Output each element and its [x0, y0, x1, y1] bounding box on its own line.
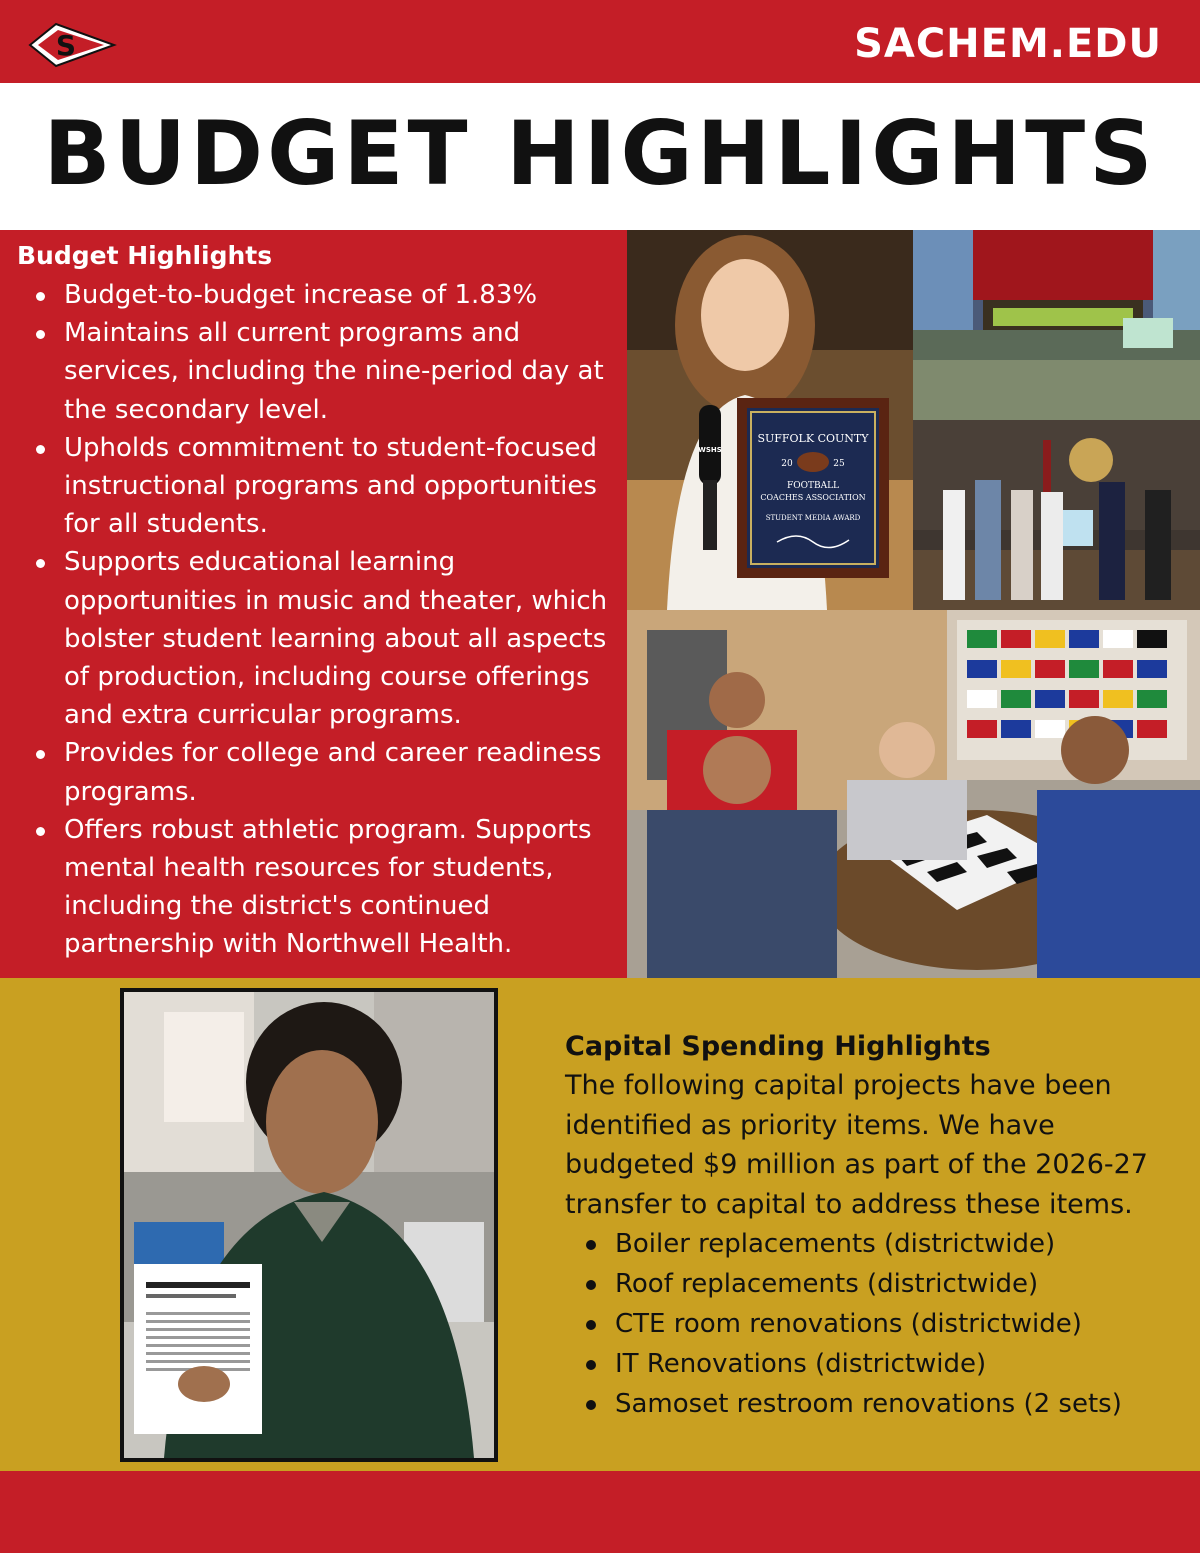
- list-item: Provides for college and career readiness programs.: [30, 734, 620, 810]
- list-item: Samoset restroom renovations (2 sets): [565, 1384, 1185, 1424]
- list-item: IT Renovations (districtwide): [565, 1344, 1185, 1384]
- budget-heading: Budget Highlights: [17, 241, 273, 270]
- football-icon: [797, 452, 829, 472]
- list-item: Budget-to-budget increase of 1.83%: [30, 276, 620, 314]
- list-item: CTE room renovations (districtwide): [565, 1304, 1185, 1344]
- list-item: Maintains all current programs and services, including the nine-period day at the secondary level.: [30, 314, 620, 429]
- arrowhead-s-logo-icon: [26, 20, 118, 70]
- plaque-line2: FOOTBALL: [786, 481, 840, 491]
- list-item: Supports educational learning opportunities in music and theater, which bolster student learning about all aspects of production, including course offerings and extra curricular programs.: [30, 543, 620, 734]
- capital-list: [565, 1224, 1185, 1424]
- mic-label: WSHS: [698, 446, 722, 454]
- award-photo: [627, 230, 913, 610]
- capital-heading: Capital Spending Highlights: [565, 1031, 991, 1062]
- plaque-line4: STUDENT MEDIA AWARD: [765, 514, 861, 522]
- list-item: Upholds commitment to student-focused instructional programs and opportunities for all students.: [30, 429, 620, 544]
- bottom-bar: [0, 1471, 1200, 1553]
- chess-photo: [627, 610, 1200, 978]
- page-title: BUDGET HIGHLIGHTS: [43, 102, 1157, 205]
- plaque-year-right: 25: [833, 459, 845, 469]
- logo-letter: S: [55, 29, 77, 62]
- auditorium-photo: [913, 230, 1200, 420]
- research-student-photo: [124, 992, 494, 1458]
- budget-list: [30, 276, 620, 964]
- plaque-line1: SUFFOLK COUNTY: [757, 432, 869, 445]
- capital-block: [565, 1028, 1185, 1424]
- plaque-line3: COACHES ASSOCIATION: [760, 493, 866, 502]
- board-photo: [913, 420, 1200, 610]
- list-item: Roof replacements (districtwide): [565, 1264, 1185, 1304]
- site-url[interactable]: SACHEM.EDU: [854, 21, 1162, 67]
- list-item: Offers robust athletic program. Supports mental health resources for students, including the district's continued partnership with Northwell Health.: [30, 811, 620, 964]
- capital-intro: The following capital projects have been identified as priority items. We have budgeted $9 million as part of the 2026-27 transfer to capital to address these items.: [565, 1070, 1148, 1220]
- list-item: Boiler replacements (districtwide): [565, 1224, 1185, 1264]
- plaque-year-left: 20: [781, 459, 793, 469]
